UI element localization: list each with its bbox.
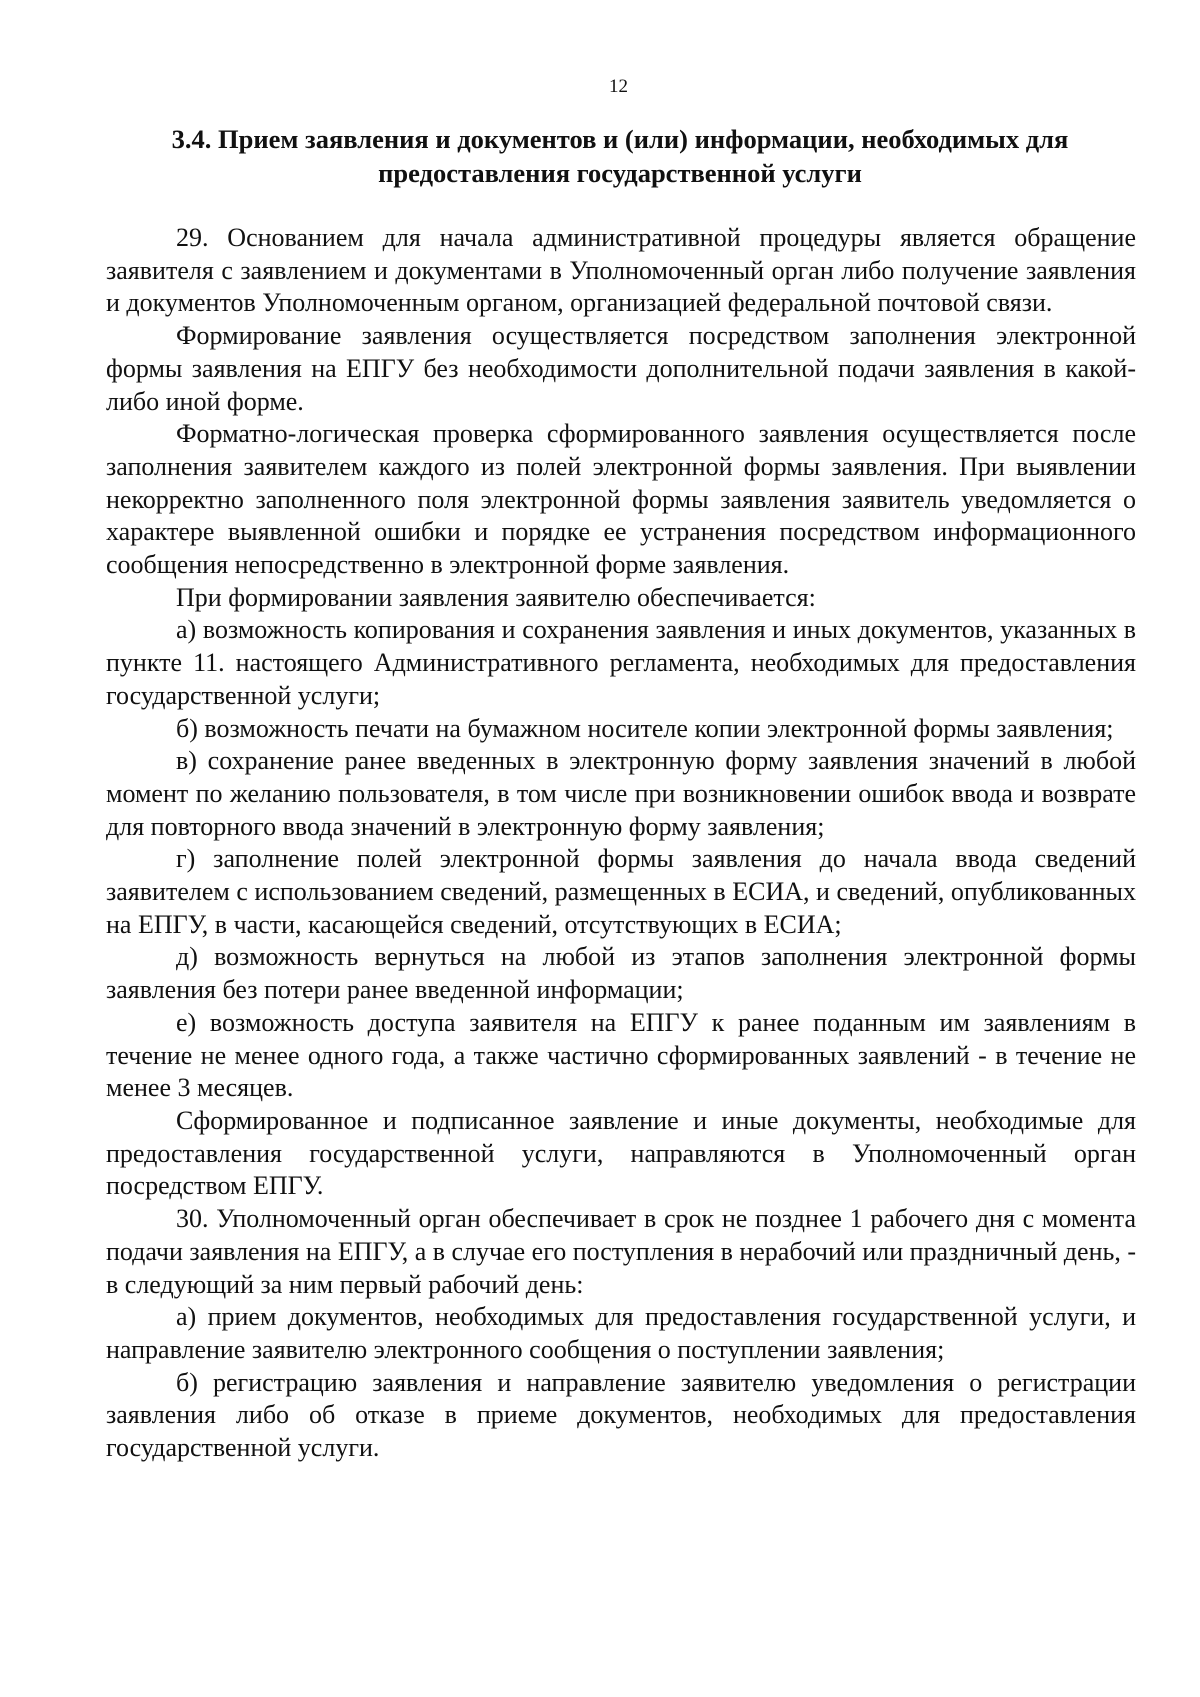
list-item-30-a: а) прием документов, необходимых для предоставления государственной услуги, и направление заявителю электронного сообщения о поступлении заявления; xyxy=(106,1302,1136,1364)
list-item-g: г) заполнение полей электронной формы заявления до начала ввода сведений заявителем с использованием сведений, размещенных в ЕСИА, и сведений, опубликованных на ЕПГУ, в части, касающейся сведений, отсутствующих в ЕСИА; xyxy=(106,844,1136,939)
paragraph-applicant-provisions: При формировании заявления заявителю обеспечивается: xyxy=(176,582,816,612)
paragraph-signed-application: Сформированное и подписанное заявление и иные документы, необходимые для предоставления государственной услуги, направляются в Уполномоченный орган посредством ЕПГУ. xyxy=(106,1105,1136,1201)
list-item-30-b: б) регистрацию заявления и направление заявителю уведомления о регистрации заявления либо об отказе в приеме документов, необходимых для предоставления государственной услуги. xyxy=(106,1367,1136,1463)
section-heading xyxy=(120,122,1120,190)
paragraph-30: 30. Уполномоченный орган обеспечивает в срок не позднее 1 рабочего дня с момента подачи заявления на ЕПГУ, а в случае его поступления в нерабочий или праздничный день, - в следующий за ним первый рабочий день: xyxy=(106,1204,1136,1299)
section-heading-line-2: предоставления государственной услуги xyxy=(378,158,862,188)
list-item-b: б) возможность печати на бумажном носителе копии электронной формы заявления; xyxy=(176,713,1114,743)
paragraph-format-check: Форматно-логическая проверка сформированного заявления осуществляется после заполнения заявителем каждого из полей электронной формы заявления. При выявлении некорректно заполненного поля электронной формы заявления заявитель уведомляется о характере выявленной ошибки и порядке ее устранения посредством информационного сообщения непосредственно в электронной форме заявления. xyxy=(106,419,1136,580)
list-item-a: а) возможность копирования и сохранения заявления и иных документов, указанных в пункте 11. настоящего Административного регламента, необходимых для предоставления государственной услуги; xyxy=(106,615,1136,710)
list-item-d: д) возможность вернуться на любой из этапов заполнения электронной формы заявления без потери ранее введенной информации; xyxy=(106,942,1136,1005)
document-body xyxy=(106,222,1136,1465)
page-number: 12 xyxy=(609,76,628,97)
section-heading-line-1: 3.4. Прием заявления и документов и (или) информации, необходимых для xyxy=(171,124,1069,154)
paragraph-29: 29. Основанием для начала административной процедуры является обращение заявителя с заявлением и документами в Уполномоченный орган либо получение заявления и документов Уполномоченным органом, организацией федеральной почтовой связи. xyxy=(106,223,1136,318)
list-item-e: е) возможность доступа заявителя на ЕПГУ к ранее поданным им заявлениям в течение не менее одного года, а также частично сформированных заявлений - в течение не менее 3 месяцев. xyxy=(106,1007,1136,1103)
paragraph-form-creation: Формирование заявления осуществляется посредством заполнения электронной формы заявления на ЕПГУ без необходимости дополнительной подачи заявления в какой-либо иной форме. xyxy=(106,321,1136,416)
list-item-v: в) сохранение ранее введенных в электронную форму заявления значений в любой момент по желанию пользователя, в том числе при возникновении ошибок ввода и возврате для повторного ввода значений в электронную форму заявления; xyxy=(106,746,1136,841)
